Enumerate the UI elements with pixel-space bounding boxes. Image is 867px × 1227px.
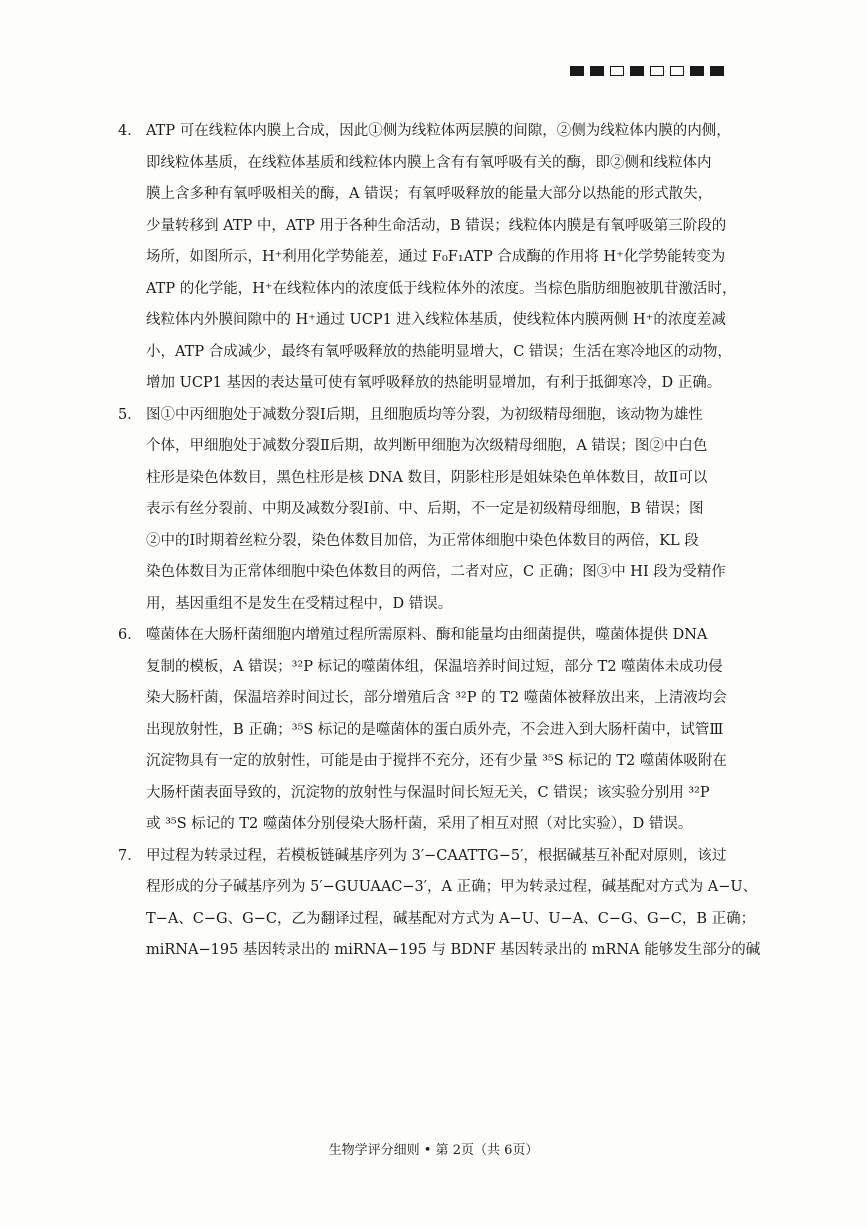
header-mark [570,66,584,76]
header-mark [710,66,724,76]
text-line: 大肠杆菌表面导致的，沉淀物的放射性与保温时间长短无关，C 错误；该实验分别用 ³²P [146,784,710,801]
header-mark [590,66,604,76]
text-line: 用，基因重组不是发生在受精过程中，D 错误。 [146,595,453,612]
text-line: 小，ATP 合成减少，最终有氧呼吸释放的热能明显增大，C 错误；生活在寒冷地区的动物， [146,343,732,360]
text-line: 柱形是染色体数目，黑色柱形是核 DNA 数目，阴影柱形是姐妹染色单体数目，故Ⅱ可以 [146,469,708,486]
page-footer: 生物学评分细则 • 第 2页（共 6页） [328,1143,539,1158]
answer-content [118,116,761,967]
header-marks [570,66,724,76]
text-line: T−A、C−G、G−C，乙为翻译过程，碱基配对方式为 A−U、U−A、C−G、G−C，B 正确； [146,910,756,927]
answer-item-4 [118,116,754,400]
text-line: 程形成的分子碱基序列为 5′−GUUAAC−3′，A 正确；甲为转录过程，碱基配对方式为 A−U、 [146,879,758,895]
text-line: 膜上含多种有氧呼吸相关的酶，A 错误；有氧呼吸释放的能量大部分以热能的形式散失， [146,186,713,202]
text-line: 少量转移到 ATP 中，ATP 用于各种生命活动，B 错误；线粒体内膜是有氧呼吸第三阶段的 [146,217,727,234]
header-mark [670,66,684,76]
header-mark [610,66,624,76]
header-mark [630,66,644,76]
text-line: 表示有丝分裂前、中期及减数分裂Ⅰ前、中、后期，不一定是初级精母细胞，B 错误；图 [146,501,704,517]
answer-item-5 [118,400,754,621]
header-mark [690,66,704,76]
text-line: 沉淀物具有一定的放射性，可能是由于搅拌不充分，还有少量 ³⁵S 标记的 T2 噬菌体吸附在 [146,753,727,769]
text-line: 即线粒体基质，在线粒体基质和线粒体内膜上含有有氧呼吸有关的酶，即②侧和线粒体内 [146,154,712,171]
text-line: 增加 UCP1 基因的表达量可使有氧呼吸释放的热能明显增加，有利于抵御寒冷，D 正确。 [146,375,722,391]
text-line: 出现放射性，B 正确；³⁵S 标记的是噬菌体的蛋白质外壳，不会进入到大肠杆菌中，试管Ⅲ [146,721,724,738]
text-line: ②中的Ⅰ时期着丝粒分裂，染色体数目加倍，为正常体细胞中染色体数目的两倍，KL 段 [146,532,699,549]
item-number: 5． [118,406,142,423]
text-line: 复制的模板，A 错误；³²P 标记的噬菌体组，保温培养时间过短，部分 T2 噬菌体未成功侵 [146,658,723,675]
text-line: 图①中丙细胞处于减数分裂Ⅰ后期，且细胞质均等分裂，为初级精母细胞，该动物为雄性 [146,406,703,423]
item-number: 4． [118,123,142,139]
text-line: 染大肠杆菌，保温培养时间过长，部分增殖后含 ³²P 的 T2 噬菌体被释放出来，上清液均会 [146,690,727,706]
item-number: 6． [118,627,142,643]
text-line: 线粒体内外膜间隙中的 H⁺通过 UCP1 进入线粒体基质，使线粒体内膜两侧 H⁺的浓度差减 [146,312,726,328]
header-mark [650,66,664,76]
answer-item-7 [118,841,761,967]
answer-item-6 [118,620,754,841]
text-line: 或 ³⁵S 标记的 T2 噬菌体分别侵染大肠杆菌，采用了相互对照（对比实验），D 错误。 [146,816,693,832]
text-line: miRNA−195 基因转录出的 miRNA−195 与 BDNF 基因转录出的 mRNA 能够发生部分的碱 [146,942,761,958]
text-line: 场所，如图所示，H⁺利用化学势能差，通过 F₀F₁ATP 合成酶的作用将 H⁺化学势能转变为 [146,249,726,265]
text-line: 个体，甲细胞处于减数分裂Ⅱ后期，故判断甲细胞为次级精母细胞，A 错误；图②中白色 [146,438,708,454]
text-line: ATP 可在线粒体内膜上合成，因此①侧为线粒体两层膜的间隙，②侧为线粒体内膜的内侧， [146,123,731,139]
text-line: ATP 的化学能，H⁺在线粒体内的浓度低于线粒体外的浓度。当棕色脂肪细胞被肌苷激活时， [146,280,737,297]
item-number: 7． [118,847,142,864]
text-line: 噬菌体在大肠杆菌细胞内增殖过程所需原料、酶和能量均由细菌提供，噬菌体提供 DNA [146,627,708,643]
text-line: 染色体数目为正常体细胞中染色体数目的两倍，二者对应，C 正确；图③中 HI 段为受精作 [146,564,726,580]
text-line: 甲过程为转录过程，若模板链碱基序列为 3′−CAATTG−5′，根据碱基互补配对原则，该过 [146,847,727,864]
